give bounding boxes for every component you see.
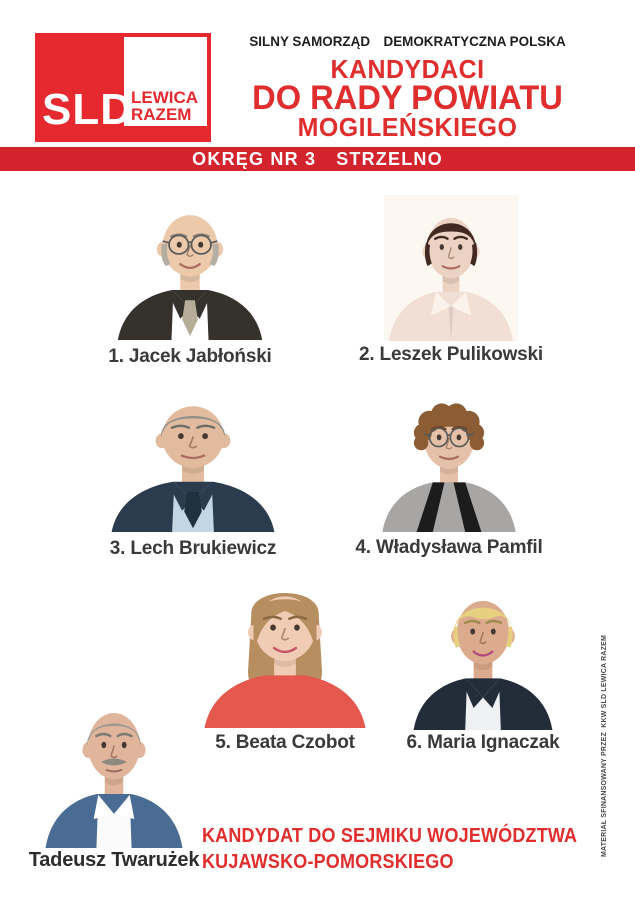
sld-logo xyxy=(35,33,211,142)
title-line-1: KANDYDACI xyxy=(330,54,485,84)
funding-disclaimer: MATERIAŁ SFINANSOWANY PRZEZ KKW SLD LEWICA RAZEM xyxy=(601,635,608,857)
tagline-left: SILNY SAMORZĄD xyxy=(249,33,371,49)
title-line-2: DO RADY POWIATU xyxy=(252,79,563,117)
candidate-card-1 xyxy=(108,192,272,367)
logo-razem: RAZEM xyxy=(131,105,192,124)
logo-white-square xyxy=(124,37,207,126)
candidate-photo-4 xyxy=(377,385,521,532)
candidate-card-2 xyxy=(359,195,543,365)
candidate-card-3 xyxy=(105,383,281,559)
sejmik-candidate-name: Tadeusz Twarużek xyxy=(28,849,200,871)
candidate-photo-1 xyxy=(112,192,268,340)
district-number: OKRĘG NR 3 xyxy=(192,148,317,169)
candidate-card-6 xyxy=(406,577,560,753)
candidate-caption-3: 3. Lech Brukiewicz xyxy=(109,538,277,559)
candidate-photo-2 xyxy=(384,195,518,341)
candidate-caption-5: 5. Beata Czobot xyxy=(215,732,355,753)
candidate-card-4 xyxy=(355,385,543,558)
district-town: STRZELNO xyxy=(336,148,443,169)
candidate-photo-5 xyxy=(198,572,372,728)
header-title-block xyxy=(237,33,578,140)
logo-sld-text: SLD xyxy=(42,85,133,134)
sejmik-candidate-card xyxy=(28,688,200,871)
sejmik-label-line-2: KUJAWSKO-POMORSKIEGO xyxy=(202,851,454,873)
district-banner xyxy=(0,147,635,171)
title-line-3: MOGILEŃSKIEGO xyxy=(297,112,518,142)
sejmik-label xyxy=(202,823,577,875)
candidate-caption-2: 2. Leszek Pulikowski xyxy=(359,344,543,365)
candidate-card-5 xyxy=(198,572,372,753)
sejmik-label-line-1: KANDYDAT DO SEJMIKU WOJEWÓDZTWA xyxy=(202,825,578,847)
logo-lewica: LEWICA xyxy=(131,88,199,107)
candidate-photo-3 xyxy=(105,383,281,532)
candidate-caption-1: 1. Jacek Jabłoński xyxy=(108,346,272,367)
tagline xyxy=(237,33,578,49)
tagline-right: DEMOKRATYCZNA POLSKA xyxy=(383,33,566,49)
candidate-photo-6 xyxy=(408,577,558,730)
sejmik-candidate-photo xyxy=(40,688,188,848)
logo-lewica-razem-label xyxy=(131,89,198,123)
candidate-caption-4: 4. Władysława Pamfil xyxy=(355,537,543,558)
candidate-caption-6: 6. Maria Ignaczak xyxy=(406,732,560,753)
